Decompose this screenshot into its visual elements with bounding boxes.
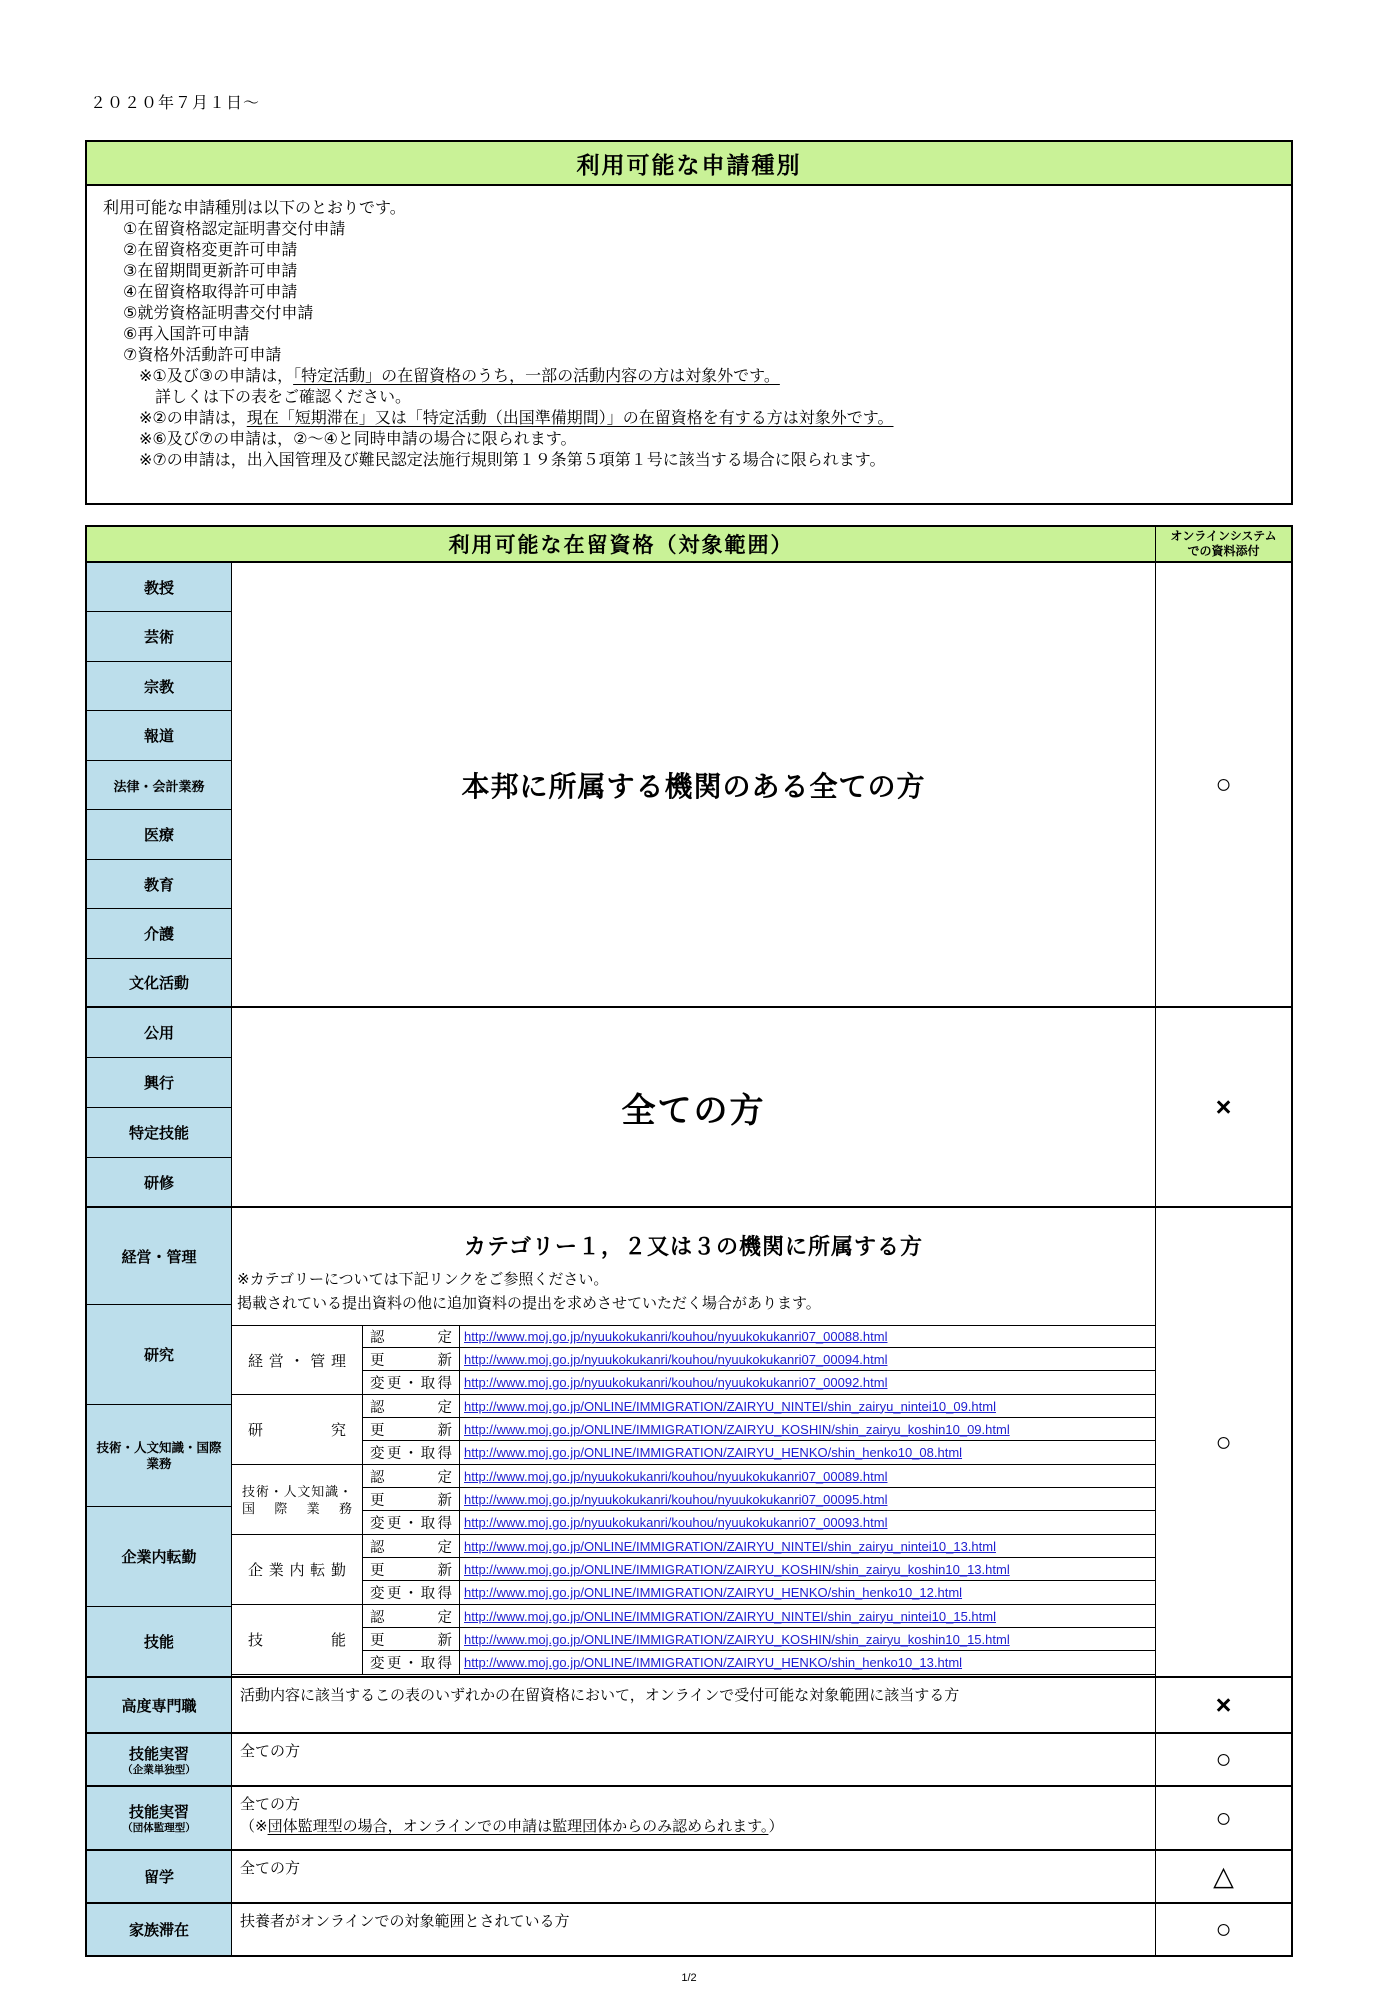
status-label-artist: 芸術 [87, 612, 232, 662]
procedure-label: 変更・取得 [363, 1651, 460, 1675]
subcategory-researcher: 研究 [232, 1395, 363, 1465]
subcategory-intra-company-transferee: 企業内転勤 [232, 1535, 363, 1605]
application-type-item: ①在留資格認定証明書交付申請 [123, 221, 346, 238]
group1-attachment-mark: ○ [1156, 563, 1291, 1008]
status-label-student: 留学 [87, 1851, 232, 1904]
status-label-instructor: 教育 [87, 860, 232, 909]
url-cell [460, 1581, 1156, 1605]
status-label-researcher: 研究 [87, 1305, 232, 1405]
url-link[interactable]: http://www.moj.go.jp/ONLINE/IMMIGRATION/ZAIRYU_HENKO/shin_henko10_08.html [464, 1445, 963, 1460]
status-label-entertainer: 興行 [87, 1058, 232, 1108]
bottom-row-text: 全ての方 [232, 1734, 1156, 1787]
url-cell [460, 1605, 1156, 1628]
group1-scope-cell: 本邦に所属する機関のある全ての方 [232, 563, 1156, 1008]
url-link[interactable]: http://www.moj.go.jp/nyuukokukanri/kouhou/nyuukokukanri07_00095.html [464, 1491, 888, 1507]
status-label-nursing-care: 介護 [87, 909, 232, 959]
url-cell [460, 1511, 1156, 1535]
url-link[interactable]: http://www.moj.go.jp/ONLINE/IMMIGRATION/ZAIRYU_KOSHIN/shin_zairyu_koshin10_15.html [464, 1631, 1010, 1647]
application-types-box [85, 140, 1293, 505]
bottom-row-text: 全ての方 （※団体監理型の場合，オンラインでの申請は監理団体からのみ認められます。） [232, 1787, 1156, 1851]
status-label-dependent: 家族滞在 [87, 1904, 232, 1955]
status-label-technical-intern-supervised: 技能実習 （団体監理型） [87, 1787, 232, 1851]
group3-scope-cell [232, 1208, 1156, 1678]
url-cell [460, 1348, 1156, 1371]
status-label-engineer-humanities: 技術・人文知識・国際業務 [87, 1405, 232, 1507]
status-label-medical: 医療 [87, 810, 232, 860]
procedure-label: 認定 [363, 1395, 460, 1418]
url-cell [460, 1465, 1156, 1488]
url-cell [460, 1651, 1156, 1675]
procedure-label: 認定 [363, 1465, 460, 1488]
url-cell [460, 1418, 1156, 1441]
url-cell [460, 1558, 1156, 1581]
note-line: ※①及び③の申請は，「特定活動」の在留資格のうち，一部の活動内容の方は対象外です。 [139, 368, 780, 385]
category-note: 掲載されている提出資料の他に追加資料の提出を求めさせていただく場合があります。 [237, 1295, 821, 1312]
procedure-label: 更新 [363, 1348, 460, 1371]
status-label-journalist: 報道 [87, 711, 232, 761]
procedure-label: 更新 [363, 1418, 460, 1441]
url-link[interactable]: http://www.moj.go.jp/nyuukokukanri/kouhou/nyuukokukanri07_00092.html [464, 1375, 888, 1390]
url-link[interactable]: http://www.moj.go.jp/nyuukokukanri/kouhou/nyuukokukanri07_00089.html [464, 1468, 888, 1484]
url-link[interactable]: http://www.moj.go.jp/ONLINE/IMMIGRATION/ZAIRYU_NINTEI/shin_zairyu_nintei10_13.html [464, 1538, 996, 1554]
status-label-legal-accounting: 法律・会計業務 [87, 761, 232, 810]
url-cell [460, 1488, 1156, 1511]
attachment-mark: △ [1156, 1851, 1291, 1904]
status-label-trainee: 研修 [87, 1158, 232, 1208]
intro-line: 利用可能な申請種別は以下のとおりです。 [103, 200, 406, 217]
table-title-cell [87, 527, 1156, 563]
group2-attachment-mark: × [1156, 1008, 1291, 1208]
procedure-label: 更新 [363, 1558, 460, 1581]
subcategory-engineer-humanities: 技術・人文知識・国際業務 [232, 1465, 363, 1535]
table-title: 利用可能な在留資格（対象範囲） [448, 534, 794, 557]
procedure-label: 認定 [363, 1325, 460, 1348]
attachment-column-header: オンラインシステム での資料添付 [1156, 527, 1291, 563]
status-label-technical-intern-individual: 技能実習 （企業単独型） [87, 1734, 232, 1787]
url-cell [460, 1535, 1156, 1558]
attachment-mark: ○ [1156, 1734, 1291, 1787]
subcategory-business-manager: 経営・管理 [232, 1325, 363, 1395]
category-note: ※カテゴリーについては下記リンクをご参照ください。 [237, 1271, 609, 1288]
procedure-label: 更新 [363, 1628, 460, 1651]
status-label-business-manager: 経営・管理 [87, 1208, 232, 1305]
application-type-item: ②在留資格変更許可申請 [123, 242, 298, 259]
attachment-mark: ○ [1156, 1787, 1291, 1851]
url-link[interactable]: http://www.moj.go.jp/nyuukokukanri/kouhou/nyuukokukanri07_00088.html [464, 1329, 888, 1344]
residence-status-table [85, 525, 1293, 1957]
status-label-official: 公用 [87, 1008, 232, 1058]
procedure-label: 更新 [363, 1488, 460, 1511]
attachment-mark: ○ [1156, 1904, 1291, 1955]
note-line: ※⑥及び⑦の申請は，②～④と同時申請の場合に限られます。 [139, 431, 577, 448]
bottom-row-text: 活動内容に該当するこの表のいずれかの在留資格において，オンラインで受付可能な対象範囲に該当する方 [232, 1678, 1156, 1734]
procedure-label: 変更・取得 [363, 1511, 460, 1535]
url-cell [460, 1395, 1156, 1418]
application-type-item: ④在留資格取得許可申請 [123, 284, 298, 301]
application-type-item: ⑥再入国許可申請 [123, 326, 250, 343]
procedure-label: 変更・取得 [363, 1581, 460, 1605]
category-heading: カテゴリー１，２又は３の機関に所属する方 [463, 1234, 924, 1259]
status-label-professor: 教授 [87, 563, 232, 612]
procedure-label: 認定 [363, 1605, 460, 1628]
status-label-religion: 宗教 [87, 662, 232, 711]
effective-date: ２０２０年７月１日～ [90, 95, 261, 112]
procedure-label: 変更・取得 [363, 1441, 460, 1465]
application-types-title: 利用可能な申請種別 [576, 151, 802, 178]
url-link[interactable]: http://www.moj.go.jp/ONLINE/IMMIGRATION/ZAIRYU_HENKO/shin_henko10_13.html [464, 1655, 963, 1670]
url-link[interactable]: http://www.moj.go.jp/ONLINE/IMMIGRATION/ZAIRYU_HENKO/shin_henko10_12.html [464, 1585, 963, 1600]
status-label-specified-skilled-worker: 特定技能 [87, 1108, 232, 1158]
status-label-intra-company-transferee: 企業内転勤 [87, 1507, 232, 1607]
status-label-highly-skilled-professional: 高度専門職 [87, 1678, 232, 1734]
application-type-item: ⑤就労資格証明書交付申請 [123, 305, 314, 322]
url-link[interactable]: http://www.moj.go.jp/ONLINE/IMMIGRATION/ZAIRYU_NINTEI/shin_zairyu_nintei10_09.html [464, 1398, 996, 1414]
url-link[interactable]: http://www.moj.go.jp/nyuukokukanri/kouhou/nyuukokukanri07_00093.html [464, 1515, 888, 1530]
url-cell [460, 1441, 1156, 1465]
note-line: 詳しくは下の表をご確認ください。 [155, 389, 412, 406]
application-type-item: ③在留期間更新許可申請 [123, 263, 298, 280]
url-cell [460, 1628, 1156, 1651]
application-types-body [87, 186, 1291, 471]
url-link[interactable]: http://www.moj.go.jp/ONLINE/IMMIGRATION/ZAIRYU_KOSHIN/shin_zairyu_koshin10_09.html [464, 1421, 1010, 1437]
group2-scope-cell: 全ての方 [232, 1008, 1156, 1208]
url-link[interactable]: http://www.moj.go.jp/ONLINE/IMMIGRATION/ZAIRYU_KOSHIN/shin_zairyu_koshin10_13.html [464, 1561, 1010, 1577]
attachment-mark: × [1156, 1678, 1291, 1734]
url-cell [460, 1371, 1156, 1395]
bottom-row-text: 扶養者がオンラインでの対象範囲とされている方 [232, 1904, 1156, 1955]
group3-attachment-mark: ○ [1156, 1208, 1291, 1678]
application-type-item: ⑦資格外活動許可申請 [123, 347, 282, 364]
note-line: ※⑦の申請は，出入国管理及び難民認定法施行規則第１９条第５項第１号に該当する場合に限られます。 [139, 452, 886, 469]
procedure-label: 変更・取得 [363, 1371, 460, 1395]
subcategory-skilled-labor: 技能 [232, 1605, 363, 1675]
note-line: ※②の申請は，現在「短期滞在」又は「特定活動（出国準備期間）」の在留資格を有する方は対象外です。 [139, 410, 894, 427]
procedure-label: 認定 [363, 1535, 460, 1558]
url-cell [460, 1325, 1156, 1348]
status-label-cultural-activities: 文化活動 [87, 959, 232, 1008]
url-link[interactable]: http://www.moj.go.jp/nyuukokukanri/kouhou/nyuukokukanri07_00094.html [464, 1351, 888, 1367]
page-number: 1/2 [681, 1972, 697, 1984]
bottom-row-text: 全ての方 [232, 1851, 1156, 1904]
status-label-skilled-labor: 技能 [87, 1607, 232, 1678]
url-link[interactable]: http://www.moj.go.jp/ONLINE/IMMIGRATION/ZAIRYU_NINTEI/shin_zairyu_nintei10_15.html [464, 1608, 996, 1624]
application-types-header [87, 142, 1291, 186]
